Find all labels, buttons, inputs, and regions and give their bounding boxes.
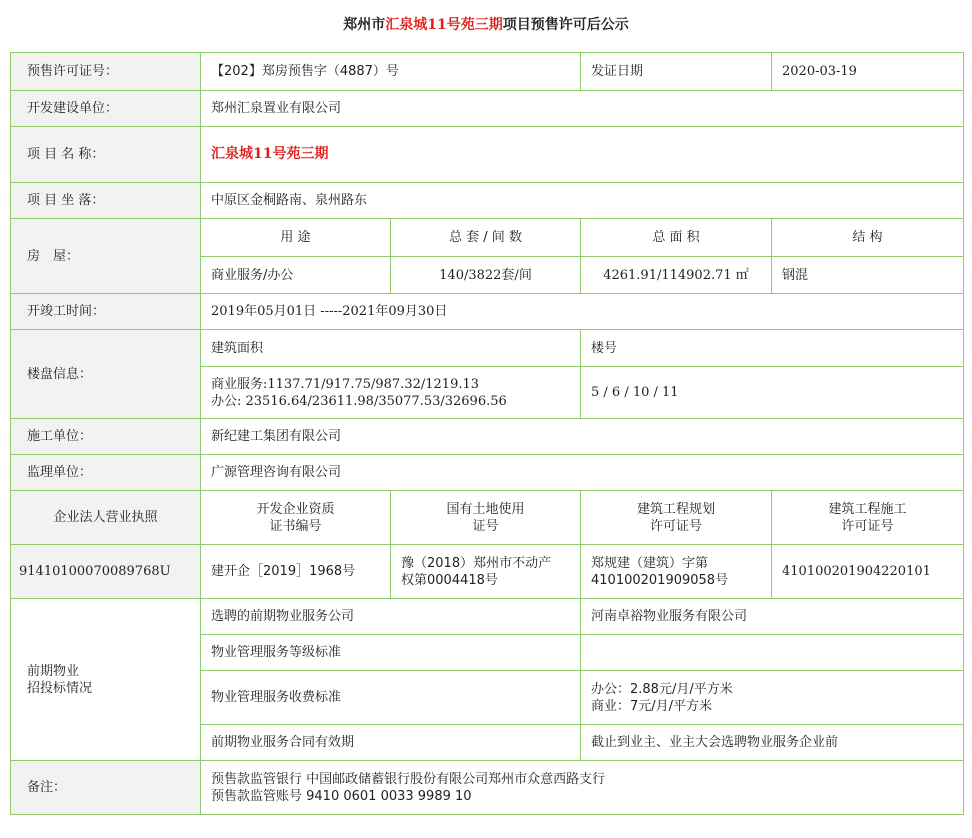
property-value: 办公：2.88元/月/平方米 商业：7元/月/平方米 xyxy=(581,671,964,725)
period-value: 2019年05月01日 -----2021年09月30日 xyxy=(201,294,964,330)
license-qualification-value: 建开企［2019］1968号 xyxy=(201,545,391,599)
title-suffix: 项目预售许可后公示 xyxy=(502,17,629,33)
project-name-label: 项 目 名 称： xyxy=(11,127,201,183)
license-header-planning: 建筑工程规划 许可证号 xyxy=(581,491,772,545)
remarks-label: 备注： xyxy=(11,761,201,815)
table-row xyxy=(11,455,964,491)
issue-date-value: 2020-03-19 xyxy=(772,53,964,91)
contractor-value: 新纪建工集团有限公司 xyxy=(201,419,964,455)
remarks-line1: 预售款监管银行 中国邮政储蓄银行股份有限公司郑州市众意西路支行 xyxy=(211,771,606,787)
license-planning-value: 郑规建（建筑）字第 410100201909058号 xyxy=(581,545,772,599)
table-row xyxy=(11,294,964,330)
property-value: 河南卓裕物业服务有限公司 xyxy=(581,599,964,635)
location-label: 项 目 坐 落： xyxy=(11,183,201,219)
supervisor-label: 监理单位： xyxy=(11,455,201,491)
property-item: 选聘的前期物业服务公司 xyxy=(201,599,581,635)
property-label: 前期物业 招投标情况 xyxy=(11,599,201,761)
building-area-line1: 商业服务:1137.71/917.75/987.32/1219.13 xyxy=(211,376,480,392)
table-row xyxy=(11,53,964,91)
property-item: 物业管理服务收费标准 xyxy=(201,671,581,725)
building-area-line2: 办公: 23516.64/23611.98/35077.53/32696.56 xyxy=(211,393,507,409)
building-area-header: 建筑面积 xyxy=(201,330,581,367)
building-info-label: 楼盘信息： xyxy=(11,330,201,419)
supervisor-value: 广源管理咨询有限公司 xyxy=(201,455,964,491)
housing-header-use: 用 途 xyxy=(201,219,391,257)
permit-label: 预售许可证号： xyxy=(11,53,201,91)
building-area-values xyxy=(201,367,581,419)
housing-use: 商业服务/办公 xyxy=(201,257,391,294)
license-header-construction: 建筑工程施工 许可证号 xyxy=(772,491,964,545)
table-row xyxy=(11,127,964,183)
housing-header-count: 总 套 / 间 数 xyxy=(391,219,581,257)
contractor-label: 施工单位： xyxy=(11,419,201,455)
permit-table xyxy=(10,52,964,815)
page-title xyxy=(0,0,972,48)
housing-header-structure: 结 构 xyxy=(772,219,964,257)
building-number-header: 楼号 xyxy=(581,330,964,367)
table-row xyxy=(11,419,964,455)
license-business-value: 91410100070089768U xyxy=(11,545,201,599)
remarks-line2: 预售款监管账号 9410 0601 0033 9989 10 xyxy=(211,788,472,804)
table-row xyxy=(11,91,964,127)
housing-count: 140/3822套/间 xyxy=(391,257,581,294)
table-row xyxy=(11,183,964,219)
developer-label: 开发建设单位： xyxy=(11,91,201,127)
project-name-value: 汇泉城11号苑三期 xyxy=(201,127,964,183)
property-value xyxy=(581,635,964,671)
property-item: 物业管理服务等级标准 xyxy=(201,635,581,671)
table-row xyxy=(11,545,964,599)
license-header-land: 国有土地使用 证号 xyxy=(391,491,581,545)
permit-value: 【202】郑房预售字（4887）号 xyxy=(201,53,581,91)
license-construction-value: 410100201904220101 xyxy=(772,545,964,599)
table-row xyxy=(11,219,964,257)
housing-header-area: 总 面 积 xyxy=(581,219,772,257)
table-row xyxy=(11,330,964,367)
table-row xyxy=(11,599,964,635)
housing-label: 房 屋： xyxy=(11,219,201,294)
title-project: 汇泉城11号苑三期 xyxy=(385,17,503,33)
issue-date-label: 发证日期 xyxy=(581,53,772,91)
license-header-business: 企业法人营业执照 xyxy=(11,491,201,545)
housing-structure: 钢混 xyxy=(772,257,964,294)
title-prefix: 郑州市 xyxy=(343,17,386,33)
table-row xyxy=(11,761,964,815)
license-land-value: 豫（2018）郑州市不动产 权第0004418号 xyxy=(391,545,581,599)
developer-value: 郑州汇泉置业有限公司 xyxy=(201,91,964,127)
location-value: 中原区金桐路南、泉州路东 xyxy=(201,183,964,219)
period-label: 开竣工时间： xyxy=(11,294,201,330)
property-value: 截止到业主、业主大会选聘物业服务企业前 xyxy=(581,725,964,761)
housing-area: 4261.91/114902.71 ㎡ xyxy=(581,257,772,294)
building-numbers: 5 / 6 / 10 / 11 xyxy=(581,367,964,419)
remarks-value xyxy=(201,761,964,815)
table-row xyxy=(11,491,964,545)
license-header-qualification: 开发企业资质 证书编号 xyxy=(201,491,391,545)
property-item: 前期物业服务合同有效期 xyxy=(201,725,581,761)
